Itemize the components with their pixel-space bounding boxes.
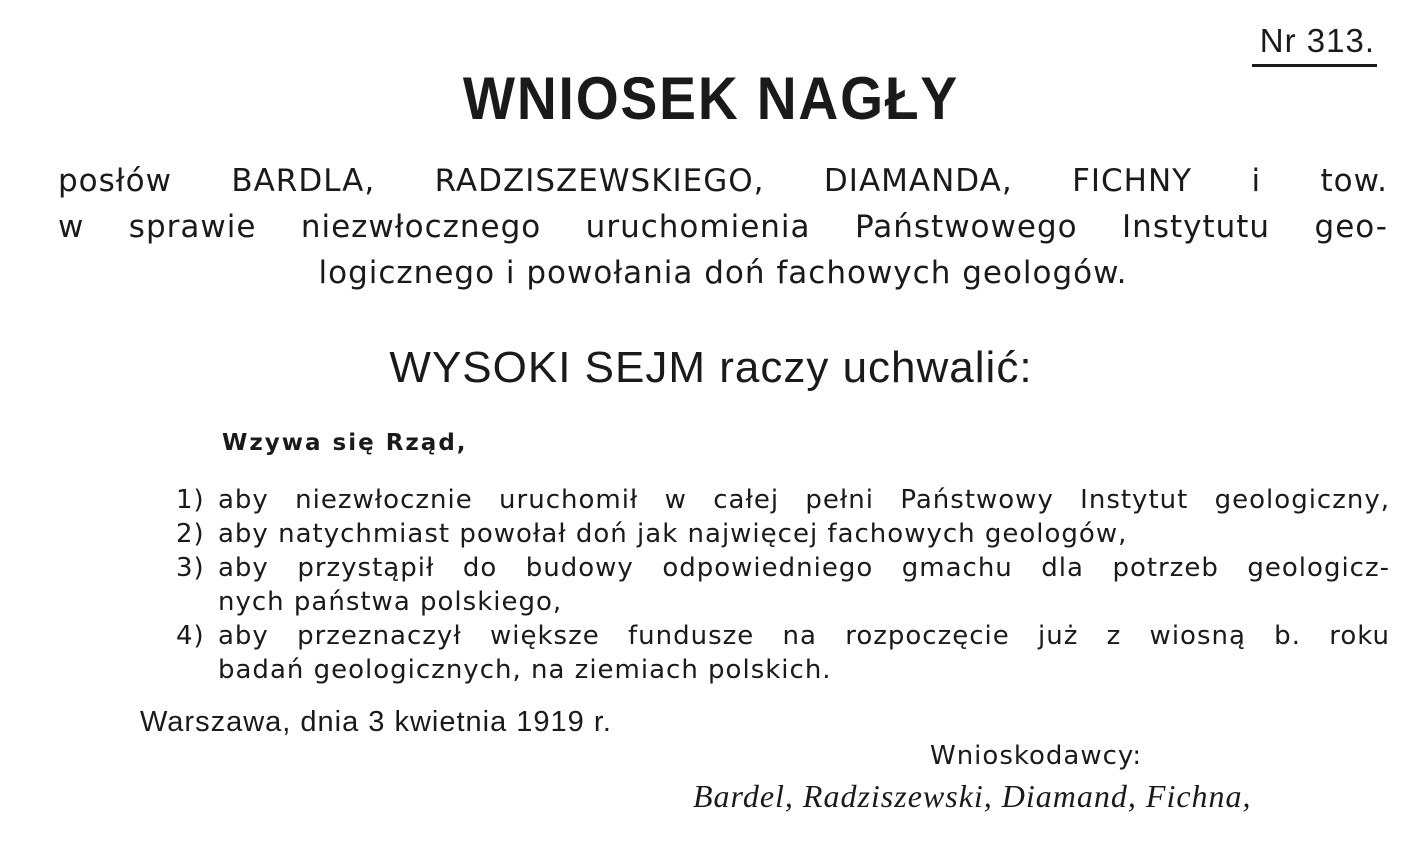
item-number: 4) <box>176 621 205 651</box>
item-text: aby przystąpił do budowy odpowiedniego gmachu dla potrzeb geologicz- <box>218 553 1390 583</box>
document-number: Nr 313. <box>1252 22 1377 67</box>
subtitle-line: logicznego i powołania doń fachowych geologów. <box>318 255 1128 291</box>
item-text: aby niezwłocznie uruchomił w całej pełni Państwowy Instytut geologiczny, <box>218 485 1390 515</box>
subtitle-line: w sprawie niezwłocznego uruchomienia Państwowego Instytutu geo- <box>58 209 1388 245</box>
item-number: 3) <box>176 553 205 583</box>
signers-names: Bardel, Radziszewski, Diamand, Fichna, <box>693 778 1252 814</box>
resolution-heading: WYSOKI SEJM raczy uchwalić: <box>389 343 1033 392</box>
document-subtitle <box>58 158 1388 296</box>
resolution-items <box>168 483 1390 687</box>
list-item <box>168 551 1390 619</box>
place-and-date: Warszawa, dnia 3 kwietnia 1919 r. <box>140 706 612 738</box>
subtitle-line: posłów BARDLA, RADZISZEWSKIEGO, DIAMANDA, FICHNY i tow. <box>58 163 1388 199</box>
item-text-continuation: nych państwa polskiego, <box>218 587 563 617</box>
resolution-intro: Wzywa się Rząd, <box>222 430 468 456</box>
item-number: 1) <box>176 485 205 515</box>
signers-label: Wnioskodawcy: <box>930 741 1143 771</box>
item-text: aby przeznaczył większe fundusze na rozpoczęcie już z wiosną b. roku <box>218 621 1390 651</box>
list-item <box>168 483 1390 517</box>
item-number: 2) <box>176 519 205 549</box>
list-item <box>168 619 1390 687</box>
document-title: WNIOSEK NAGŁY <box>462 65 960 132</box>
item-text-continuation: badań geologicznych, na ziemiach polskich. <box>218 655 832 685</box>
list-item <box>168 517 1390 551</box>
item-text: aby natychmiast powołał doń jak najwięcej fachowych geologów, <box>218 519 1128 549</box>
